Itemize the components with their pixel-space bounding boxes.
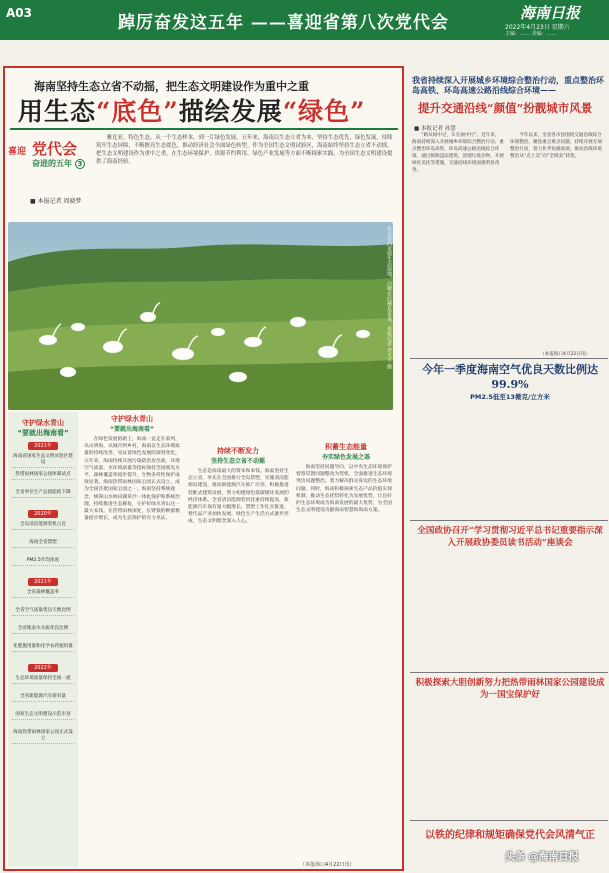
subhead-1-text: “要就出海南看” <box>110 426 154 433</box>
sidebar-item: 海南热带雨林国家公园正式设立 <box>12 730 74 744</box>
sidebar-item: PM2.5年均浓度 <box>12 558 74 566</box>
masthead-logo: 海南日报 <box>520 4 581 22</box>
sidebar-item: 海南全省禁塑 <box>12 540 74 548</box>
column-badge <box>8 138 90 188</box>
sidebar-item: 化肥施用量和化学农药使用量 <box>12 644 74 652</box>
column-badge-t1: 喜迎 <box>8 147 27 157</box>
lead-endnote: （本报海口4月22日讯） <box>300 862 355 868</box>
discipline-title: 以铁的纪律和规矩确保党代会风清气正 <box>425 830 595 841</box>
lead-byline: ■ 本报记者 周晓梦 <box>30 198 82 205</box>
subhead-1-title: 守护绿水青山 <box>111 415 153 423</box>
sidebar-year: 2022年 <box>28 664 58 672</box>
sidebar-item: 海南省国家生态文明试验区建设 <box>12 454 74 468</box>
sidebar-item: 全省空气质量优良天数比例 <box>12 608 74 616</box>
sidebar-item: 生态环境质量保持全国一流 <box>12 676 74 684</box>
body-column-3: 海南坚持问题导向，以中央生态环境保护督察反馈问题整改为契机，全面推进生态环境突出问题整治，着力解决群众身边的生态环境问题。同时，海南积极探索生态产品价值实现机制，推动生态优势转化为发展优势，让良好的生态环境成为海南发展的最大优势，为全国生态文明建设贡献海南智慧和海南方案。 <box>296 465 392 514</box>
banner-headline: 踔厉奋发这五年 ——喜迎省第八次党代会 <box>118 13 449 33</box>
lead-title-quote1: “底色” <box>96 97 179 126</box>
sidebar-item: 全省单位生产总值能耗下降 <box>12 490 74 498</box>
lead-subtitle: 海南坚持生态立省不动摇，把生态文明建设作为重中之重 <box>34 80 309 93</box>
sidebar-item: 国家生态文明建设示范市县 <box>12 712 74 720</box>
egret-wetland-photo <box>8 222 393 410</box>
page-banner <box>0 0 609 40</box>
subhead-3-title: 积蓄生态能量 <box>325 443 367 451</box>
page-number: A03 <box>6 6 32 20</box>
editor-credits: 主编：…… 美编：…… <box>505 31 557 37</box>
sidebar-item: 全省森林覆盖率 <box>12 590 74 598</box>
right-title: 提升交通沿线“颜值”扮靓城市风景 <box>418 101 593 115</box>
sidebar-title: 守护绿水青山 <box>22 419 64 427</box>
sidebar-item: 热带雨林国家公园体制试点 <box>12 472 74 480</box>
section-divider <box>410 672 608 673</box>
right-endnote: （本报海口4月22日讯） <box>540 352 591 357</box>
sidebar-year: 2021年 <box>28 442 58 450</box>
issue-date: 2022年4月23日 星期六 <box>505 24 570 31</box>
photo-caption: 东方市四更镇生态湿地，白鹭在此栖息觅食。本报记者 李天平 摄 <box>386 226 392 370</box>
timeline-sidebar <box>8 412 78 867</box>
rainforest-park-title: 积极探索大胆创新努力把热带雨林国家公园建设成为一国宝保护好 <box>415 678 605 700</box>
right-byline: ■ 本报记者 孙慧 <box>414 126 456 132</box>
lead-title <box>18 92 398 128</box>
column-badge-t3 <box>32 158 85 169</box>
column-badge-t3-text: 奋进的五年 <box>32 159 72 168</box>
lead-title-part: 用生态 <box>18 97 97 126</box>
lead-intro-text: 雅比亚，特色生态。从一个生态样本，到一片绿色发展，五年来，海南以生态立省为本，坚持生态优先、绿色发展，持续筑牢生态屏障，不断擦亮生态底色，推动经济社会全面绿色转型。作为全国生态文明试验区，海南始终坚持生态立省不动摇，把生态文明建设作为重中之重，在生态环境保护、资源节约利用、绿色产业发展等方面不断探索实践，为全国生态文明建设提供了海南经验。 <box>96 135 393 165</box>
lead-title-quote2: “绿色” <box>282 97 366 126</box>
source-watermark: 头条 @海南日报 <box>505 852 579 863</box>
body-column-1: 在绿色发展的路上，海南一直走在前列。从山到海，从城市到乡村，海南以生态环境质量的持续改善，见证着绿色发展的深刻变化。五年来，海南持续开展污染防治攻坚战，环境空气质量、水环境质量等指标保持全国领先水平，森林覆盖率稳步提升，生物多样性保护成效显著。海南热带雨林国家公园正式设立，成为全国首批国家公园之一。海南坚持系统观念，统筹山水林田湖草沙一体化保护和系统治理，持续推进生态修复，守护好绿水青山这一最大本钱。在热带雨林深处，长臂猿的种群数量稳步增长，成为生态保护的有力见证。 <box>84 437 180 522</box>
right-subtitle: 我省持续深入开展城乡环境综合整治行动，重点整治环岛高铁、环岛高速公路沿线综合环境—— <box>412 75 604 95</box>
body-column-2: 生态是海南最大的资本和本钱。海南坚持生态立省，率先在全国推行全岛禁塑，实施清洁能源岛建设，推动新能源汽车推广应用，积极推进装配式建筑发展，努力构建绿色低碳循环发展的经济体系。全省清洁能源装机比重持续提高，新能源汽车保有量大幅增长，禁塑工作扎实推进，替代品产业加快发展，绿色生产生活方式逐步形成，生态文明理念深入人心。 <box>188 469 289 525</box>
section-divider <box>410 520 608 521</box>
subhead-2-title: 持续不断发力 <box>217 447 259 455</box>
section-divider <box>410 820 608 821</box>
subhead-3-text: 夯实绿色发展之基 <box>321 454 370 461</box>
column-badge-t2: 党代会 <box>32 140 78 158</box>
air-quality-subtitle: PM2.5低至13微克/立方米 <box>470 393 550 401</box>
title-rule <box>10 128 398 130</box>
air-quality-title: 今年一季度海南空气优良天数比例达99.9% <box>422 363 598 391</box>
right-column-2: 今年以来，全省各市县围绕交通沿线综合环境整治，聚焦重点难点问题，持续开展专项整治行动，着力补齐短板弱项，推动沿线环境整治从“点上美”向“全域美”转变。 <box>510 133 602 159</box>
lead-title-part: 描绘发展 <box>178 97 283 126</box>
sidebar-item: 全省地表水水质优良比例 <box>12 626 74 634</box>
sidebar-item: 全岛清洁能源装机占比 <box>12 522 74 530</box>
cppcc-title: 全国政协召开“学习贯彻习近平总书记重要指示深入开展政协委员读书活动”座谈会 <box>417 526 603 548</box>
subhead-2-text: 坚持生态立省不动摇 <box>210 458 265 465</box>
sidebar-subtitle: “要就出海南看” <box>17 429 69 437</box>
column-badge-number: 3 <box>75 159 85 169</box>
right-column-1: “路从绿中过，车在画中行”。近年来，海南持续深入开展城乡环境综合整治行动，重点整治环岛高铁、环岛高速公路沿线综合环境，通过拆除违法建筑、清理垃圾杂物、开展绿化美化等措施，交通沿线环境面貌明显改善。 <box>412 133 504 173</box>
sidebar-item: 全省新能源汽车保有量 <box>12 694 74 702</box>
egret-wetland-illustration <box>8 222 393 410</box>
sidebar-year: 2021年 <box>28 578 58 586</box>
section-divider <box>410 358 608 359</box>
sidebar-year: 2020年 <box>28 510 58 518</box>
